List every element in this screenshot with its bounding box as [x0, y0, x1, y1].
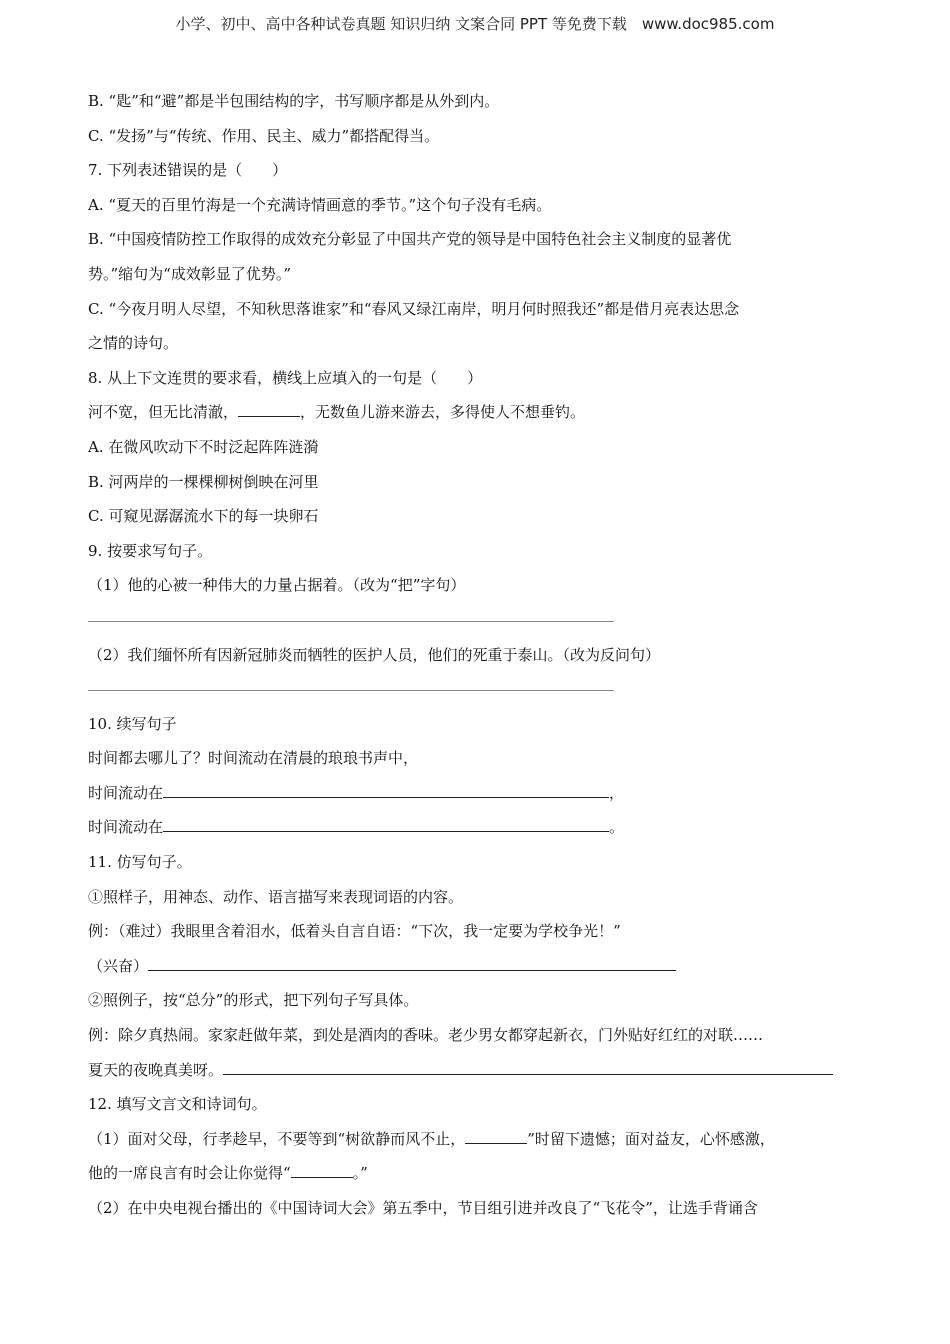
line-part-2: 。” — [352, 1164, 368, 1183]
question-10-line-2 — [88, 810, 868, 845]
option-8b: B. 河两岸的一棵棵柳树倒映在河里 — [88, 472, 319, 491]
fill-blank[interactable] — [223, 1060, 833, 1075]
fill-blank[interactable] — [148, 956, 676, 971]
passage-part-1: 河不宽，但无比清澈， — [88, 403, 239, 422]
option-8c: C. 可窥见潺潺流水下的每一块卵石 — [88, 507, 319, 526]
option-6b: B. “匙”和“避”都是半包围结构的字，书写顺序都是从外到内。 — [88, 92, 500, 110]
question-9-2: （2）我们缅怀所有因新冠肺炎而牺牲的医护人员，他们的死重于泰山。（改为反问句） — [88, 645, 661, 664]
line-suffix: ， — [609, 783, 625, 802]
fill-blank[interactable] — [291, 1163, 353, 1178]
option-7c: C. “今夜月明人尽望，不知秋思落谁家”和“春风又绿江南岸，明月何时照我还”都是借月亮表达思念 — [88, 299, 740, 318]
line-prefix: 时间流动在 — [88, 818, 164, 837]
option-7b: B. “中国疫情防控工作取得的成效充分彰显了中国共产党的领导是中国特色社会主义制度的显著优 — [88, 230, 732, 249]
question-12-1 — [88, 1122, 868, 1157]
document-body — [88, 84, 868, 1226]
question-11-1-example: 例：（难过）我眼里含着泪水，低着头自言自语：“下次，我一定要为学校争光！” — [88, 922, 621, 941]
option-6c: C. “发扬”与“传统、作用、民主、威力”都搭配得当。 — [88, 126, 440, 145]
question-7: 7. 下列表述错误的是（ ） — [88, 161, 288, 180]
fill-blank[interactable] — [465, 1129, 527, 1144]
question-9-1: （1）他的心被一种伟大的力量占据着。（改为“把”字句） — [88, 576, 466, 595]
option-7a: A. “夏天的百里竹海是一个充满诗情画意的季节。”这个句子没有毛病。 — [88, 195, 552, 214]
question-10: 10. 续写句子 — [88, 714, 177, 733]
line-part-2: ”时留下遗憾；面对益友，心怀感激， — [527, 1129, 775, 1148]
question-12-2: （2）在中央电视台播出的《中国诗词大会》第五季中，节目组引进并改良了“飞花令”，让选手背诵含 — [88, 1199, 758, 1217]
answer-line[interactable] — [88, 672, 868, 707]
option-8a: A. 在微风吹动下不时泛起阵阵涟漪 — [88, 437, 319, 456]
passage-part-2: ，无数鱼儿游来游去，多得使人不想垂钓。 — [300, 403, 586, 422]
line-prefix: 夏天的夜晚真美呀。 — [88, 1060, 224, 1079]
option-7b-cont: 势。”缩句为“成效彰显了优势。” — [88, 264, 292, 283]
question-10-prompt: 时间都去哪儿了？时间流动在清晨的琅琅书声中， — [88, 749, 419, 768]
line-part-1: 他的一席良言有时会让你觉得“ — [88, 1164, 291, 1183]
option-7c-cont: 之情的诗句。 — [88, 334, 179, 353]
question-10-line-1 — [88, 776, 868, 811]
question-12-1-cont — [88, 1156, 868, 1191]
line-prefix: （兴奋） — [88, 956, 149, 975]
fill-blank[interactable] — [163, 783, 609, 798]
question-9: 9. 按要求写句子。 — [88, 541, 213, 560]
question-8-passage — [88, 395, 868, 430]
line-part-1: （1）面对父母，行孝趁早，不要等到“树欲静而风不止， — [88, 1129, 466, 1148]
answer-line[interactable] — [88, 603, 868, 638]
fill-blank[interactable] — [163, 817, 609, 832]
page-header-banner: 小学、初中、高中各种试卷真题 知识归纳 文案合同 PPT 等免费下载 www.doc985.com — [175, 15, 775, 33]
question-11-1-answer — [88, 949, 868, 984]
line-suffix: 。 — [609, 818, 625, 837]
question-11-2: ②照例子，按“总分”的形式，把下列句子写具体。 — [88, 991, 419, 1010]
question-11: 11. 仿写句子。 — [88, 853, 192, 872]
question-12: 12. 填写文言文和诗词句。 — [88, 1095, 267, 1114]
fill-blank[interactable] — [238, 402, 300, 417]
question-8: 8. 从上下文连贯的要求看，横线上应填入的一句是（ ） — [88, 368, 483, 387]
line-prefix: 时间流动在 — [88, 783, 164, 802]
question-11-2-answer — [88, 1053, 868, 1088]
question-11-2-example: 例：除夕真热闹。家家赶做年菜，到处是酒肉的香味。老少男女都穿起新衣，门外贴好红红的对联…… — [88, 1026, 764, 1045]
question-11-1: ①照样子，用神态、动作、语言描写来表现词语的内容。 — [88, 887, 464, 906]
